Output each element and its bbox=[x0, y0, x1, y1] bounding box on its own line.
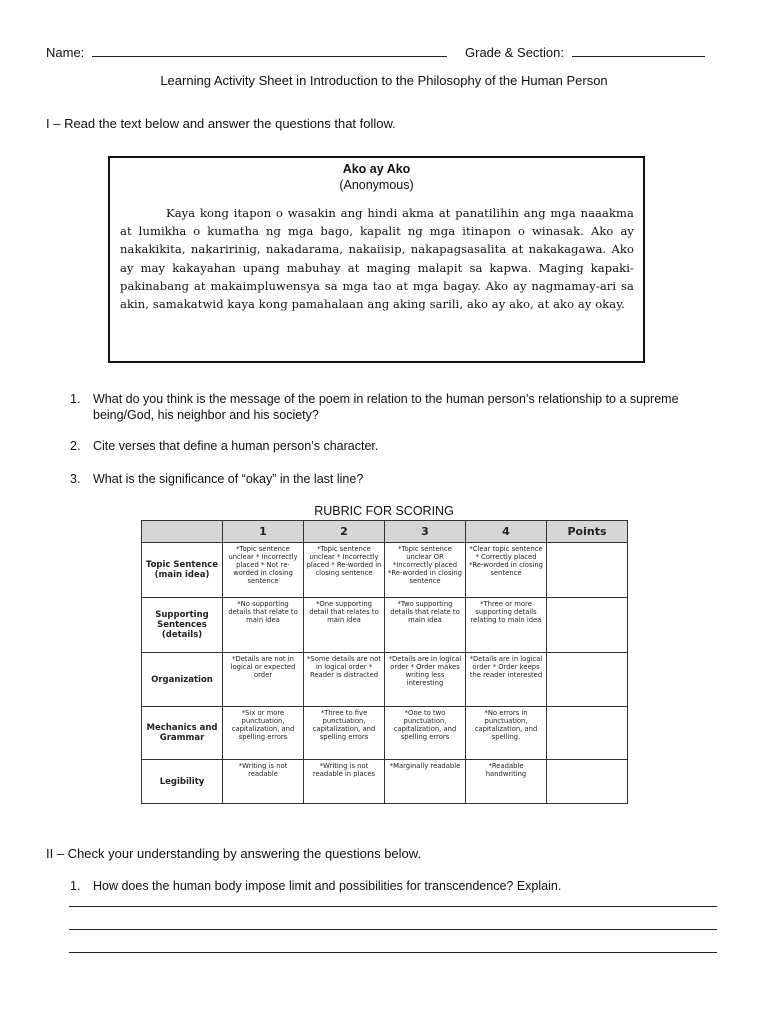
rubric-table bbox=[141, 520, 628, 804]
grade-label: Grade & Section: bbox=[465, 45, 564, 60]
rubric-cell: *Clear topic sentence * Correctly placed *Re-worded in closing sentence bbox=[466, 543, 547, 598]
rubric-header-cell: 3 bbox=[385, 521, 466, 543]
question-text: How does the human body impose limit and possibilities for transcendence? Explain. bbox=[93, 879, 562, 893]
rubric-header-cell: 4 bbox=[466, 521, 547, 543]
rubric-title: RUBRIC FOR SCORING bbox=[314, 504, 454, 518]
rubric-cell: *Three or more supporting details relating to main idea bbox=[466, 598, 547, 653]
name-label: Name: bbox=[46, 45, 85, 60]
rubric-cell: *Topic sentence unclear * Incorrectly placed * Not re-worded in closing sentence bbox=[223, 543, 304, 598]
rubric-header-row bbox=[142, 521, 628, 543]
grade-field[interactable] bbox=[465, 44, 705, 60]
rubric-cell: *One to two punctuation, capitalization, and spelling errors bbox=[385, 707, 466, 760]
rubric-criterion: Organization bbox=[142, 653, 223, 707]
question-text: What is the significance of “okay” in the last line? bbox=[93, 472, 364, 486]
rubric-criterion: Legibility bbox=[142, 760, 223, 804]
rubric-row bbox=[142, 543, 628, 598]
rubric-cell: *Marginally readable bbox=[385, 760, 466, 804]
answer-line[interactable] bbox=[69, 929, 717, 930]
rubric-criterion: Mechanics and Grammar bbox=[142, 707, 223, 760]
rubric-points-cell[interactable] bbox=[547, 653, 628, 707]
part1-instruction: I – Read the text below and answer the questions that follow. bbox=[46, 116, 396, 131]
name-blank[interactable] bbox=[92, 44, 447, 57]
question-text: What do you think is the message of the poem in relation to the human person’s relationship to a supreme being/God, his neighbor and his society? bbox=[93, 392, 679, 422]
answer-line[interactable] bbox=[69, 906, 717, 907]
rubric-cell: *Two supporting details that relate to main idea bbox=[385, 598, 466, 653]
question-number: 1. bbox=[70, 392, 81, 406]
rubric-points-cell[interactable] bbox=[547, 760, 628, 804]
rubric-cell: *Six or more punctuation, capitalization, and spelling errors bbox=[223, 707, 304, 760]
rubric-points-cell[interactable] bbox=[547, 543, 628, 598]
question-text: Cite verses that define a human person’s character. bbox=[93, 439, 379, 453]
rubric-cell: *Writing is not readable bbox=[223, 760, 304, 804]
poem-box bbox=[108, 156, 645, 363]
poem-body: Kaya kong itapon o wasakin ang hindi akma at panatilihin ang mga naaakma at lumikha o kumatha ng mga bago, kapalit ng mga itinapon o winasak. Ako ay nakakikita, nakaririnig, nakadarama, nakaiisip, nakapagsasalita at nakakagawa. Ako ay may kakayahan upang mabuhay at maging malapit sa kapwa. Maging kapaki-pakinabang at makaimpluwensya sa mga tao at mga bagay. Ako ay nagmamay-ari sa akin, samakatwid kaya kong pamahalaan ang aking sarili, ako ay ako, at ako ay okay. bbox=[120, 206, 634, 312]
rubric-header-cell: Points bbox=[547, 521, 628, 543]
rubric-row bbox=[142, 653, 628, 707]
poem-author: (Anonymous) bbox=[339, 178, 414, 192]
rubric-row bbox=[142, 760, 628, 804]
rubric-cell: *Readable handwriting bbox=[466, 760, 547, 804]
name-field[interactable] bbox=[46, 44, 447, 60]
rubric-cell: *Topic sentence unclear OR *Incorrectly placed *Re-worded in closing sentence bbox=[385, 543, 466, 598]
rubric-cell: *Details are not in logical or expected order bbox=[223, 653, 304, 707]
page-title: Learning Activity Sheet in Introduction to the Philosophy of the Human Person bbox=[160, 73, 608, 88]
rubric-header-cell: 2 bbox=[304, 521, 385, 543]
rubric-cell: *Details are in logical order * Order keeps the reader interested bbox=[466, 653, 547, 707]
rubric-criterion: Supporting Sentences (details) bbox=[142, 598, 223, 653]
rubric-header-cell bbox=[142, 521, 223, 543]
part2-instruction: II – Check your understanding by answering the questions below. bbox=[46, 846, 422, 861]
rubric-header-cell: 1 bbox=[223, 521, 304, 543]
rubric-row bbox=[142, 598, 628, 653]
question-number: 3. bbox=[70, 472, 81, 486]
rubric-cell: *Three to five punctuation, capitalization, and spelling errors bbox=[304, 707, 385, 760]
answer-line[interactable] bbox=[69, 952, 717, 953]
question-number: 2. bbox=[70, 439, 81, 453]
rubric-cell: *Some details are not in logical order * Reader is distracted bbox=[304, 653, 385, 707]
rubric-cell: *Details are in logical order * Order makes writing less interesting bbox=[385, 653, 466, 707]
question-number: 1. bbox=[70, 879, 81, 893]
rubric-points-cell[interactable] bbox=[547, 707, 628, 760]
grade-blank[interactable] bbox=[572, 44, 705, 57]
poem-title: Ako ay Ako bbox=[342, 162, 411, 176]
rubric-points-cell[interactable] bbox=[547, 598, 628, 653]
rubric-row bbox=[142, 707, 628, 760]
rubric-cell: *One supporting detail that relates to main idea bbox=[304, 598, 385, 653]
rubric-cell: *Writing is not readable in places bbox=[304, 760, 385, 804]
rubric-cell: *No supporting details that relate to main idea bbox=[223, 598, 304, 653]
rubric-criterion: Topic Sentence (main idea) bbox=[142, 543, 223, 598]
rubric-cell: *Topic sentence unclear * Incorrectly placed * Re-worded in closing sentence bbox=[304, 543, 385, 598]
rubric-cell: *No errors in punctuation, capitalization, and spelling. bbox=[466, 707, 547, 760]
